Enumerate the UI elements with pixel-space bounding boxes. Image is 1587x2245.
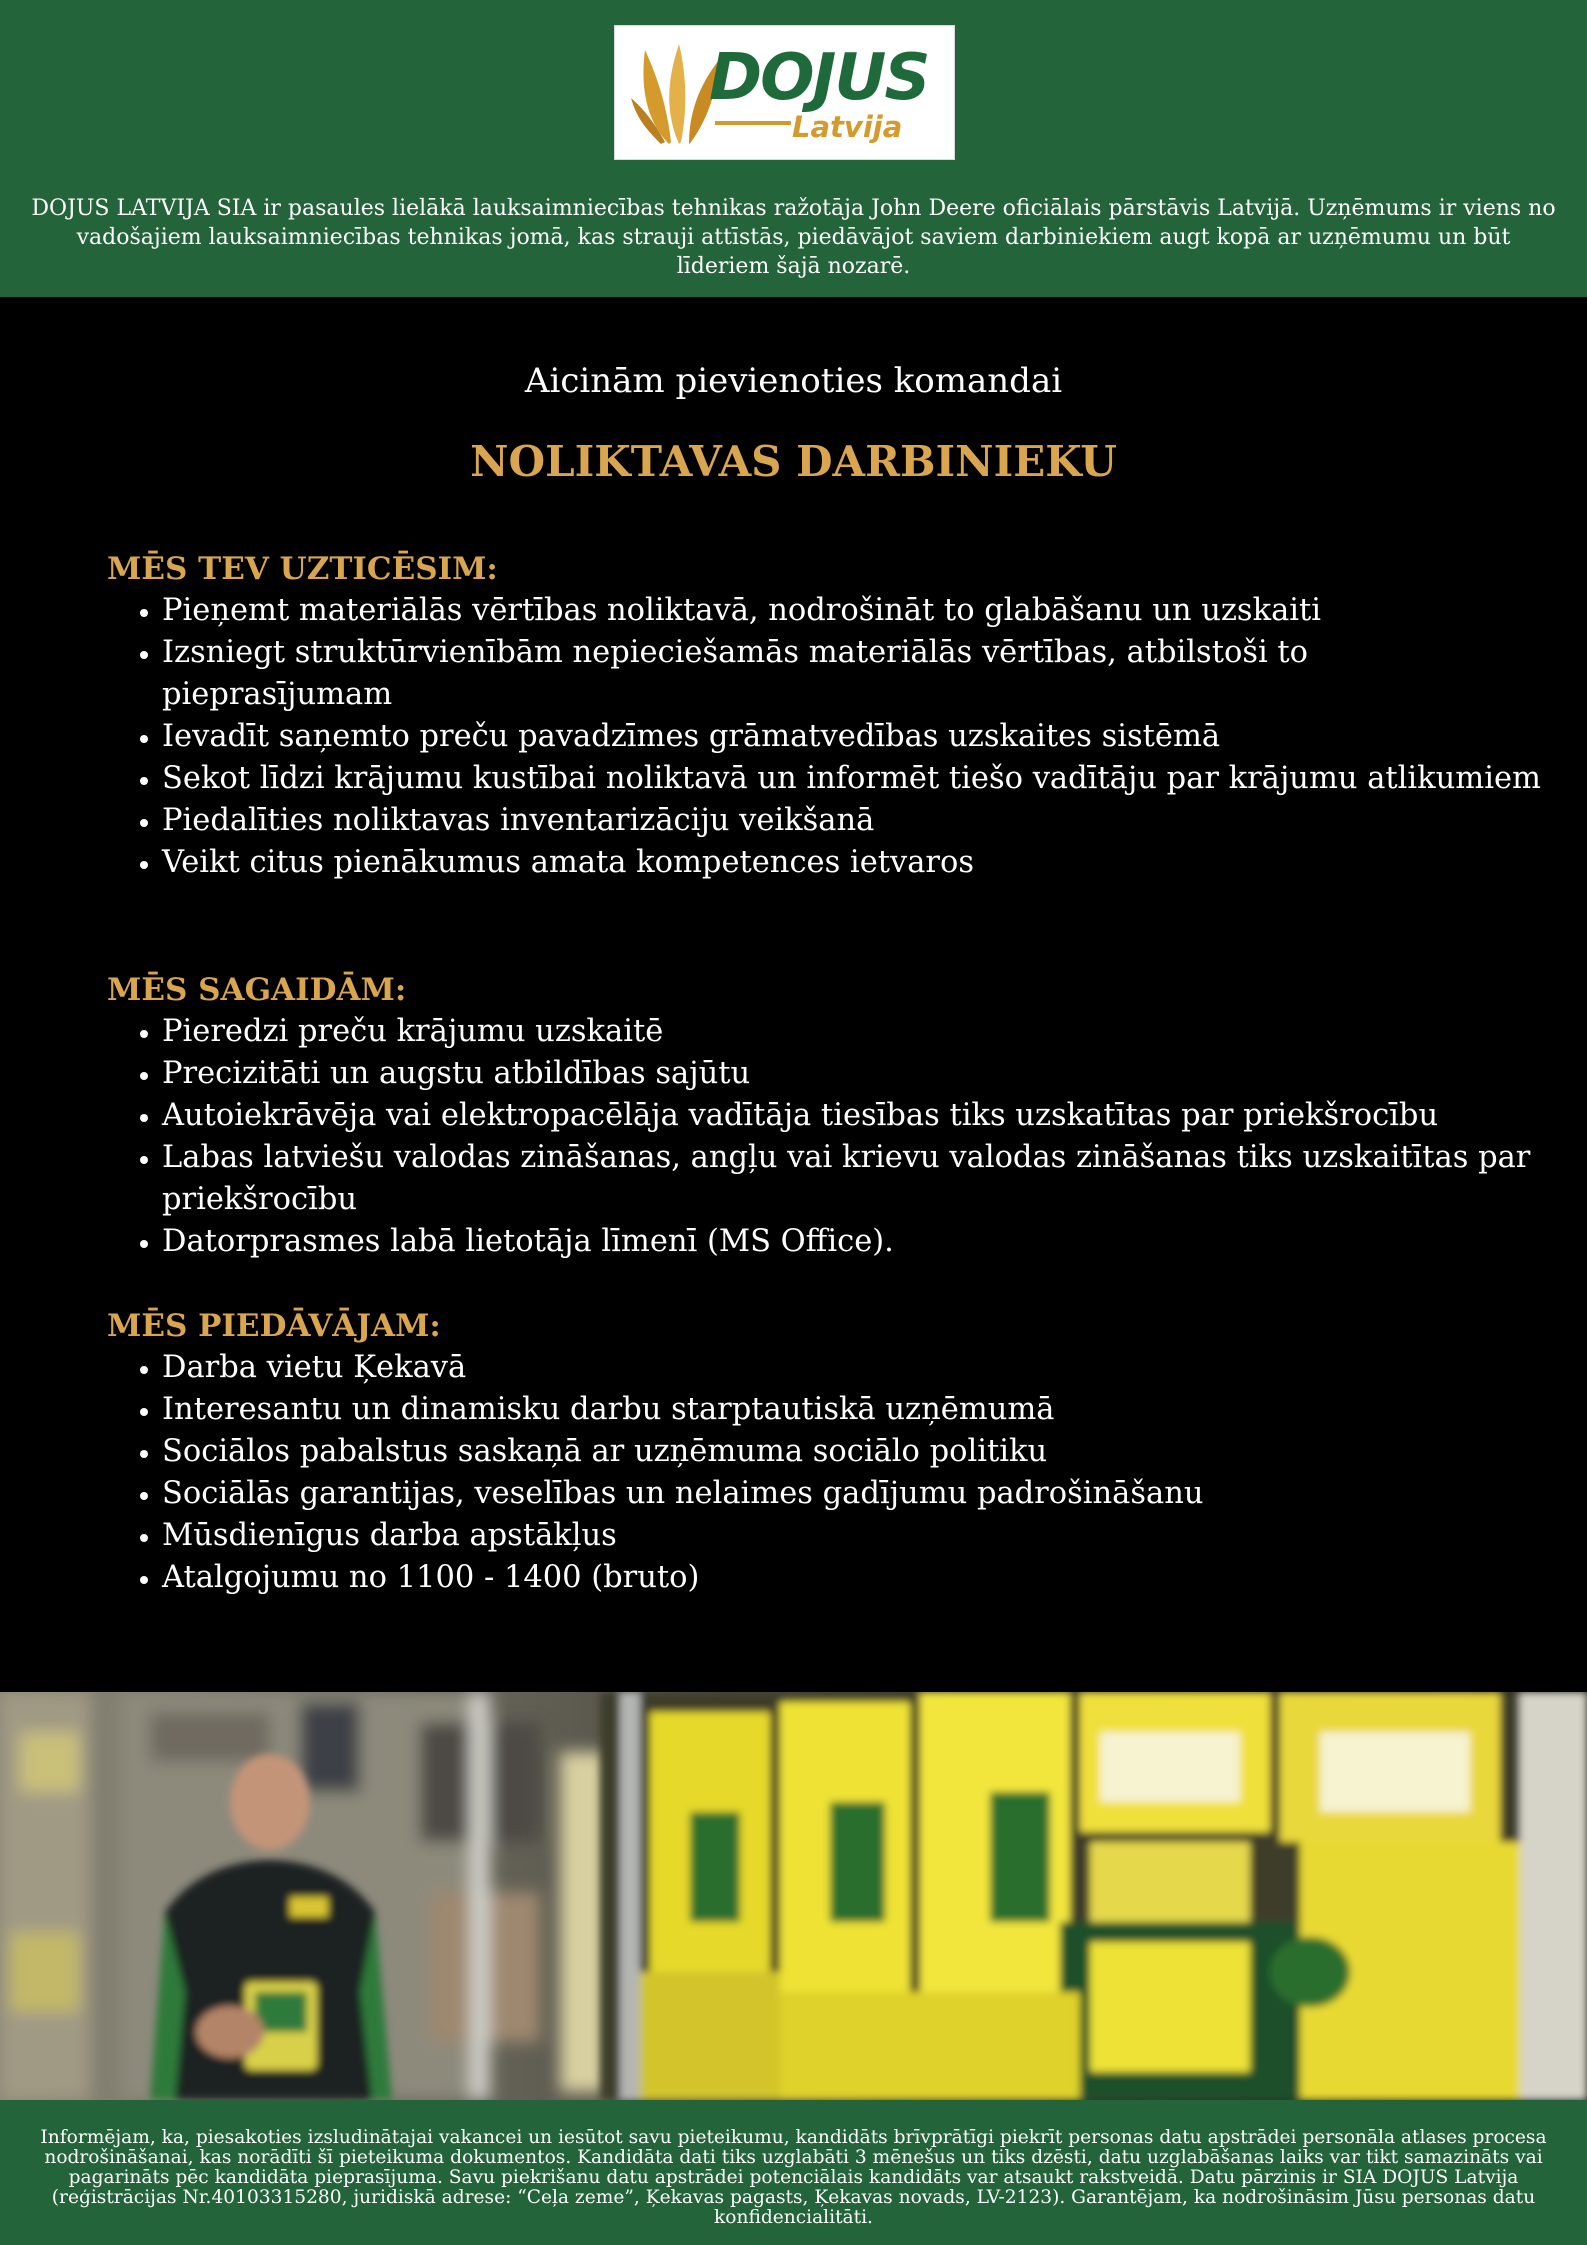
- list-item: • Datorprasmes labā lietotāja līmenī (MS Office).: [162, 1221, 1547, 1263]
- warehouse-photo: [0, 1692, 1587, 2100]
- list-item: • Darba vietu Ķekavā: [162, 1347, 1547, 1389]
- header-banner: [0, 0, 1587, 297]
- list-item: • Mūsdienīgus darba apstākļus: [162, 1515, 1547, 1557]
- list-item: • Sociālās garantijas, veselības un nelaimes gadījumu padrošināšanu: [162, 1473, 1547, 1515]
- section-offer: [107, 1305, 1547, 1599]
- list-item: • Sekot līdzi krājumu kustībai noliktavā un informēt tiešo vadītāju par krājumu atlikumiem: [162, 758, 1547, 800]
- list-item: • Pieredzi preču krājumu uzskaitē: [162, 1011, 1547, 1053]
- responsibilities-list: [107, 590, 1547, 884]
- warehouse-illustration: [0, 1692, 1587, 2100]
- company-intro-text: DOJUS LATVIJA SIA ir pasaules lielākā lauksaimniecības tehnikas ražotāja John Deere oficiālais pārstāvis Latvijā. Uzņēmums ir viens no vadošajiem lauksaimniecības tehnikas jomā, kas strauji attīstās, piedāvājot saviem darbiniekiem augt kopā ar uzņēmumu un būt līderiem šajā nozarē.: [31, 196, 1556, 279]
- list-item: • Veikt citus pienākumus amata kompetences ietvaros: [162, 842, 1547, 884]
- offer-list: [107, 1347, 1547, 1599]
- logo-sub-text: Latvija: [792, 110, 903, 144]
- section-title: MĒS SAGAIDĀM:: [107, 972, 407, 1008]
- list-item: • Precizitāti un augstu atbildības sajūtu: [162, 1053, 1547, 1095]
- section-title: MĒS PIEDĀVĀJAM:: [107, 1308, 441, 1344]
- list-item: • Sociālos pabalstus saskaņā ar uzņēmuma sociālo politiku: [162, 1431, 1547, 1473]
- list-item: • Piedalīties noliktavas inventarizāciju veikšanā: [162, 800, 1547, 842]
- section-responsibilities: [107, 548, 1547, 884]
- section-title: MĒS TEV UZTICĒSIM:: [107, 551, 498, 587]
- logo-brand-text: DOJUS: [709, 41, 929, 115]
- list-item: • Ievadīt saņemto preču pavadzīmes grāmatvedības uzskaites sistēmā: [162, 716, 1547, 758]
- job-title: NOLIKTAVAS DARBINIEKU: [470, 437, 1117, 486]
- invite-heading: Aicinām pievienoties komandai: [524, 361, 1063, 401]
- list-item: • Pieņemt materiālās vērtības noliktavā, nodrošināt to glabāšanu un uzskaiti: [162, 590, 1547, 632]
- section-requirements: [107, 969, 1547, 1263]
- list-item: • Atalgojumu no 1100 - 1400 (bruto): [162, 1557, 1547, 1599]
- company-logo: [614, 25, 955, 160]
- list-item: • Autoiekrāvēja vai elektropacēlāja vadītāja tiesības tiks uzskatītas par priekšrocību: [162, 1095, 1547, 1137]
- list-item: • Labas latviešu valodas zināšanas, angļu vai krievu valodas zināšanas tiks uzskaitītas par priekšrocību: [162, 1137, 1547, 1221]
- list-item: • Interesantu un dinamisku darbu starptautiskā uzņēmumā: [162, 1389, 1547, 1431]
- privacy-disclaimer: Informējam, ka, piesakoties izsludinātajai vakancei un iesūtot savu pieteikumu, kandidāts brīvprātīgi piekrīt personas datu apstrādei personāla atlases procesa nodrošināšanai, kas norādīti šī pieteikuma dokumentos. Kandidāta dati tiks uzglabāti 3 mēnešus un tiks dzēsti, datu uzglabāšanas laiks var tikt samazināts vai pagarināts pēc kandidāta pieprasījuma. Savu piekrišanu datu apstrādei potenciālais kandidāts var atsaukt rakstveidā. Datu pārzinis ir SIA DOJUS Latvija (reģistrācijas Nr.40103315280, juridiskā adrese: “Ceļa zeme”, Ķekavas pagasts, Ķekavas novads, LV-2123). Garantējam, ka nodrošināsim Jūsu personas datu konfidencialitāti.: [40, 2127, 1547, 2228]
- logo-underline: [715, 120, 795, 126]
- requirements-list: [107, 1011, 1547, 1263]
- list-item: • Izsniegt struktūrvienībām nepieciešamās materiālās vērtības, atbilstoši to pieprasījumam: [162, 632, 1547, 716]
